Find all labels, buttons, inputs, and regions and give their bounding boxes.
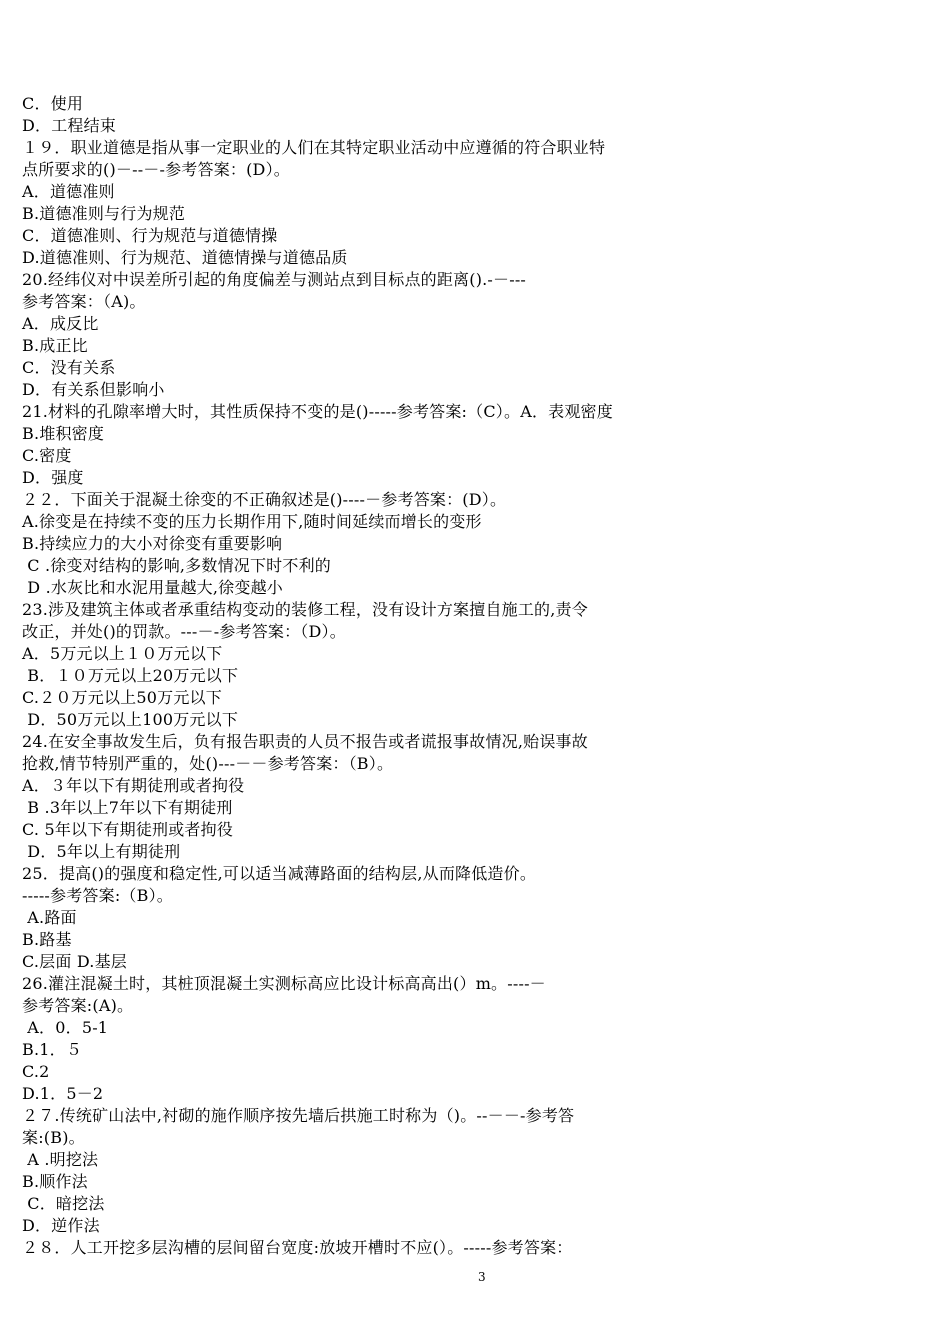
text-line: B.路基 [22, 930, 72, 949]
text-line: D．50万元以上100万元以下 [22, 710, 239, 729]
text-line: C．道德准则、行为规范与道德情操 [22, 226, 278, 245]
text-line: B.成正比 [22, 336, 88, 355]
text-line: 抢救,情节特别严重的，处()---－－参考答案：（B）。 [22, 754, 394, 773]
text-line: D．工程结束 [22, 116, 117, 135]
text-line: 21.材料的孔隙率增大时，其性质保持不变的是()-----参考答案:（C）。A．表观密度 [22, 402, 613, 421]
text-line: １９．职业道德是指从事一定职业的人们在其特定职业活动中应遵循的符合职业特 [22, 138, 606, 157]
text-line: D．有关系但影响小 [22, 380, 165, 399]
text-line: A．5万元以上１０万元以下 [22, 644, 223, 663]
text-line: C .徐变对结构的影响,多数情况下时不利的 [22, 556, 331, 575]
text-line: 案:(B)。 [22, 1128, 85, 1147]
text-line: D．逆作法 [22, 1216, 100, 1235]
text-line: B.道德准则与行为规范 [22, 204, 186, 223]
text-line: ２７.传统矿山法中,衬砌的施作顺序按先墙后拱施工时称为（)。--－－-参考答 [22, 1106, 575, 1125]
text-line: A．道德准则 [22, 182, 115, 201]
text-line: B .3年以上7年以下有期徒刑 [22, 798, 233, 817]
text-line: A．0．5-1 [22, 1018, 109, 1037]
text-line: 26.灌注混凝土时，其桩顶混凝土实测标高应比设计标高高出(）m。----－ [22, 974, 546, 993]
text-line: D.道德准则、行为规范、道德情操与道德品质 [22, 248, 348, 267]
text-line: A．成反比 [22, 314, 99, 333]
text-line: C.层面 D.基层 [22, 952, 127, 971]
text-line: 参考答案:(A)。 [22, 996, 134, 1015]
text-line: D .水灰比和水泥用量越大,徐变越小 [22, 578, 283, 597]
text-line: C．使用 [22, 94, 84, 113]
page-number: 3 [478, 1270, 486, 1284]
text-line: 23.涉及建筑主体或者承重结构变动的装修工程，没有设计方案擅自施工的,责令 [22, 600, 588, 619]
text-line: 25．提高()的强度和稳定性,可以适当减薄路面的结构层,从而降低造价。 [22, 864, 537, 883]
text-line: A.路面 [22, 908, 77, 927]
text-line: C．没有关系 [22, 358, 116, 377]
text-line: B．１０万元以上20万元以下 [22, 666, 239, 685]
text-line: D．强度 [22, 468, 84, 487]
text-line: 改正，并处()的罚款。---－-参考答案：（D）。 [22, 622, 346, 641]
text-line: -----参考答案:（B）。 [22, 886, 173, 905]
text-line: D．5年以上有期徒刑 [22, 842, 181, 861]
text-line: C.密度 [22, 446, 72, 465]
text-line: ２８．人工开挖多层沟槽的层间留台宽度:放坡开槽时不应(）。-----参考答案： [22, 1238, 573, 1257]
text-line: C. 5年以下有期徒刑或者拘役 [22, 820, 234, 839]
text-line: C．暗挖法 [22, 1194, 105, 1213]
text-line: D.1．5－2 [22, 1084, 104, 1103]
text-line: A .明挖法 [22, 1150, 99, 1169]
text-line: C.２０万元以上50万元以下 [22, 688, 222, 707]
text-line: 24.在安全事故发生后，负有报告职责的人员不报告或者谎报事故情况,贻误事故 [22, 732, 588, 751]
text-line: 参考答案：（A)。 [22, 292, 146, 311]
text-line: B.顺作法 [22, 1172, 88, 1191]
document-body [22, 93, 742, 1259]
text-line: B.1．５ [22, 1040, 83, 1059]
text-line: B.持续应力的大小对徐变有重要影响 [22, 534, 283, 553]
text-line: ２２．下面关于混凝土徐变的不正确叙述是()----－参考答案：(D）。 [22, 490, 507, 509]
text-line: A．３年以下有期徒刑或者拘役 [22, 776, 245, 795]
text-line: C.2 [22, 1062, 50, 1081]
text-line: B.堆积密度 [22, 424, 105, 443]
text-line: 点所要求的()－--－-参考答案：(D）。 [22, 160, 290, 179]
text-line: A.徐变是在持续不变的压力长期作用下,随时间延续而增长的变形 [22, 512, 482, 531]
text-line: 20.经纬仪对中误差所引起的角度偏差与测站点到目标点的距离().-－--- [22, 270, 527, 289]
